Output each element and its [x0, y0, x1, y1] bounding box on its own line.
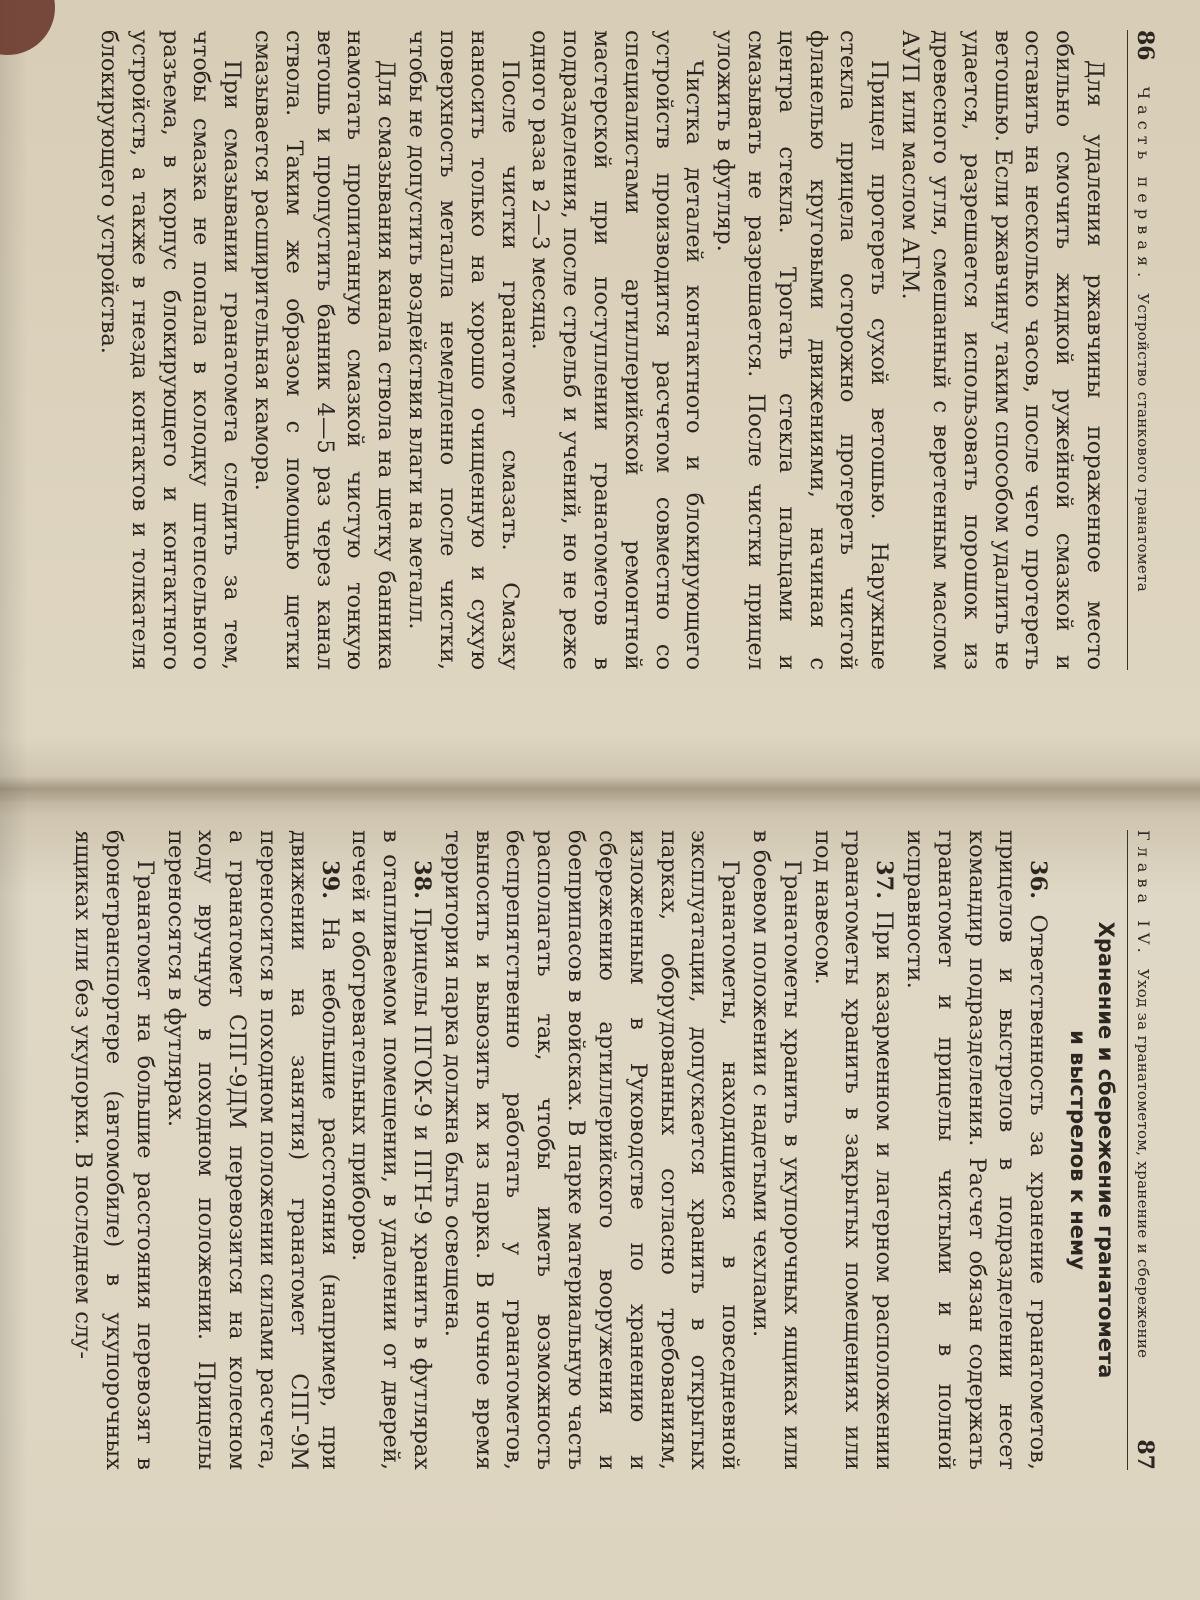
right-paragraph — [345, 830, 437, 1470]
item-number: 39. — [316, 860, 343, 900]
item-text: Прицелы ПГОК-9 и ПГН-9 хранить в футлярах в отапливаемом помещении, в удалении от дверей, печей и обогревательных приборов. — [347, 830, 436, 1470]
left-running-head-part: Часть первая. — [1134, 86, 1153, 284]
left-page-number: 86 — [1132, 30, 1158, 61]
left-paragraph: Для удаления ржавчины пораженное место обильно смочить жидкой ружейной смазкой и оставить на несколько часов, после чего протереть ветошью. Если ржавчину таким способом удалить не удается, разрешается использовать порошок из древесного угля, смешанный с веретенным маслом АУП или маслом АГМ. — [897, 30, 1108, 670]
right-paragraph — [899, 830, 1053, 1470]
item-number: 36. — [1025, 860, 1052, 900]
right-paragraph — [67, 830, 159, 1470]
right-paragraph — [160, 830, 345, 1470]
section-title — [1063, 830, 1120, 1470]
right-running-head-chapter: Глава IV. — [1134, 830, 1153, 959]
right-page — [20, 800, 1180, 1500]
left-running-head — [1127, 30, 1158, 670]
left-page — [20, 0, 1180, 700]
item-number: 37. — [871, 860, 898, 900]
right-page-number: 87 — [1132, 1439, 1158, 1470]
left-paragraph: Чистка деталей контактного и блокирующего устройств производится расчетом совместно со специалистами артиллерийской ремонтной мастерской при поступлении гранатометов в подразделения, после стрельб и учений, но не реже одного раза в 2—3 месяца. — [527, 30, 708, 670]
right-paragraph — [437, 830, 745, 1470]
right-body-text — [67, 830, 1120, 1470]
right-paragraph — [745, 830, 807, 1470]
book-gutter — [0, 776, 1200, 802]
item-text: На небольшие расстояния (например, при движении на занятия) гранатомет СПГ-9М переносится в походном положении силами расчета, а гранатомет СПГ-9ДМ перевозится на колесном ходу вручную в походном положении. Прицелы переносятся в футлярах. — [162, 830, 343, 1470]
left-paragraph: После чистки гранатомет смазать. Смазку наносить только на хорошо очищенную и сухую поверхность металла немедленно после чистки, чтобы не допустить воздействия влаги на металл. — [404, 30, 523, 670]
right-running-head-title: Уход за гранатометом, хранение и сбережение — [1134, 968, 1152, 1359]
item-text: Гранатометы хранить в укупорочных ящиках или в боевом положении с надетыми чехлами. — [748, 830, 805, 1470]
item-text: При казарменном и лагерном расположении гранатометы хранить в закрытых помещениях или под навесом. — [809, 830, 898, 1470]
item-text: Гранатометы, находящиеся в повседневной эксплуатации, допускается хранить в открытых парках, оборудованных согласно требованиям, изложенным в Руководстве по хранению и сбережению артиллерийского вооружения и боеприпасов в войсках. В парке материальную часть располагать так, чтобы иметь возможность беспрепятственно работать у гранатометов, выносить и вывозить их из парка. В ночное время территория парка должна быть освещена. — [439, 830, 744, 1470]
left-paragraph: Прицел протереть сухой ветошью. Наружные стекла прицела осторожно протереть чистой фланелью круговыми движениями, начиная с центра стекла. Трогать стекла пальцами и смазывать не разрешается. После чистки прицел уложить в футляр. — [712, 30, 893, 670]
section-title-line: и выстрелов к нему — [1065, 1030, 1090, 1270]
right-running-head — [1127, 830, 1158, 1470]
left-paragraph: При смазывании гранатомета следить за тем, чтобы смазка не попала в колодку штепсельного разъема, в корпус блокирующего и контактного устройств, а также в гнезда контактов и толкателя блокирующего устройства. — [96, 30, 246, 670]
item-number: 38. — [409, 860, 436, 900]
item-text: Ответственность за хранение гранатометов, прицелов и выстрелов в подразделении несет командир подразделения. Расчет обязан содержать гранатомет и прицелы чистыми и в полной исправности. — [902, 830, 1052, 1470]
item-text: Гранатомет на большие расстояния перевозят в бронетранспортере (автомобиле) в укупорочных ящиках или без укупорки. В последнем слу- — [70, 830, 158, 1470]
right-paragraph — [807, 830, 899, 1470]
left-running-head-title: Устройство станкового гранатомета — [1134, 293, 1152, 592]
left-paragraph: Для смазывания канала ствола на щетку банника намотать пропитанную смазкой чистую тонкую ветошь и пропустить банник 4—5 раз через канал ствола. Таким же образом с помощью щетки смазывается расширительная камора. — [250, 30, 400, 670]
left-body-text — [93, 30, 1110, 670]
section-title-line: Хранение и сбережение гранатомета — [1094, 921, 1118, 1379]
